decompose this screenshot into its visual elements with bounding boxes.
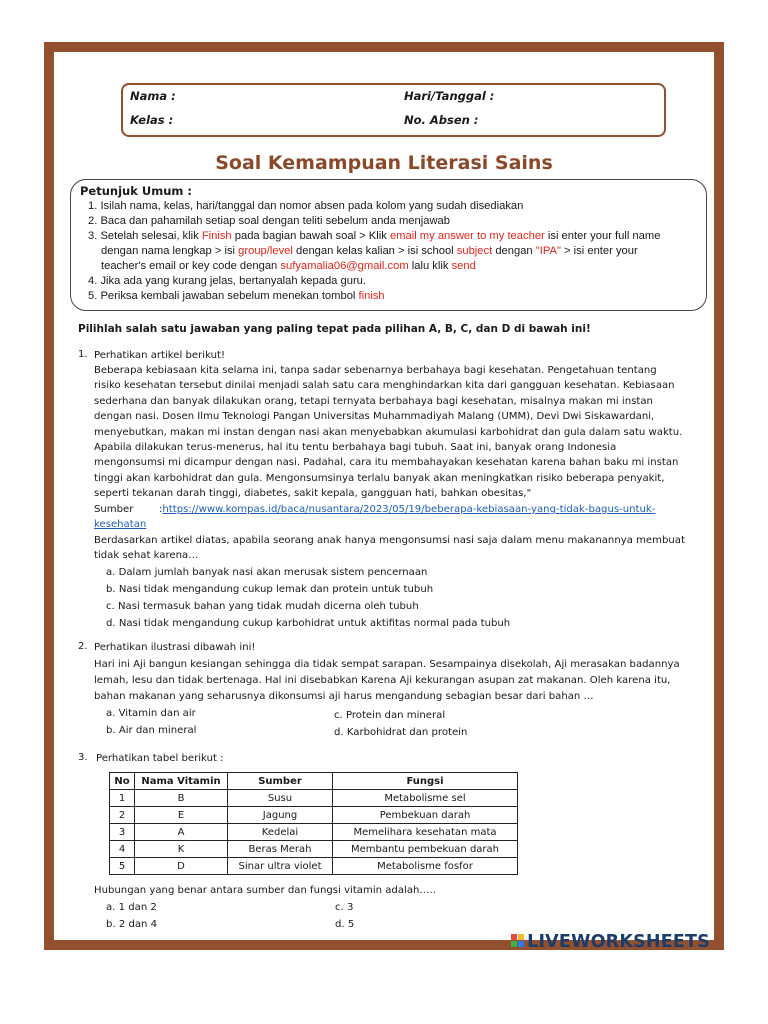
q1-intro: Perhatikan artikel berikut! (94, 350, 226, 361)
q2-option-d[interactable]: d. Karbohidrat dan protein (334, 727, 468, 738)
ipa-keyword: "IPA" (535, 245, 561, 257)
table-cell: D (135, 858, 228, 875)
table-cell: Sinar ultra violet (228, 858, 333, 875)
q2-option-c[interactable]: c. Protein dan mineral (334, 710, 446, 721)
q2-intro: Perhatikan ilustrasi dibawah ini! (94, 642, 256, 653)
q1-article-line: dengan nasi. Dosen Ilmu Teknologi Pangan Universitas Muhammadiyah Malang (UMM), Devi Dwi Siskawardani, (94, 411, 655, 423)
q1-article-line: risiko kesehatan tersebut dinilai menjadi salah satu cara menghindarkan kita dari gangguan kesehatan. Kebiasaan (94, 380, 675, 392)
q1-source-label: Sumber (94, 504, 134, 515)
send-keyword: send (451, 260, 476, 272)
table-cell: K (135, 841, 228, 858)
q2-option-a[interactable]: a. Vitamin dan air (106, 708, 196, 719)
q3-option-d[interactable]: d. 5 (335, 919, 355, 930)
q1-article-line: sederhana dan banyak dilakukan orang, tetapi ternyata berbahaya bagi kesehatan, misalnya makan mi instan (94, 395, 653, 407)
liveworksheets-icon (511, 934, 525, 948)
table-cell: Memelihara kesehatan mata (333, 824, 518, 841)
table-cell: Kedelai (228, 824, 333, 841)
teacher-email: sufyamalia06@gmail.com (280, 260, 409, 272)
instruction-item-4: 4. Jika ada yang kurang jelas, bertanyalah kepada guru. (88, 275, 367, 287)
table-cell: Metabolisme sel (333, 790, 518, 807)
q1-source-link[interactable]: https://www.kompas.id/baca/nusantara/2023/05/19/beberapa-kebiasaan-yang-tidak-bagus-untuk- (162, 504, 656, 515)
table-cell: Membantu pembekuan darah (333, 841, 518, 858)
q1-source-link-cont[interactable]: kesehatan (94, 519, 147, 530)
instruction-item-3-line3: teacher's email or key code dengan sufyamalia06@gmail.com lalu klik send (101, 260, 476, 272)
instruction-item-5: 5. Periksa kembali jawaban sebelum menekan tombol finish (88, 290, 385, 302)
table-row (110, 858, 518, 875)
no-absen-label: No. Absen : (404, 113, 479, 127)
q2-line-1: Hari ini Aji bangun kesiangan sehingga dia tidak sempat sarapan. Sesampainya disekolah, Aji merasakan badannya (94, 659, 680, 670)
table-cell: 3 (110, 824, 135, 841)
table-cell: Jagung (228, 807, 333, 824)
email-answer-keyword: email my answer to my teacher (389, 230, 545, 242)
table-cell: 2 (110, 807, 135, 824)
q3-intro: Perhatikan tabel berikut : (96, 753, 224, 764)
col-header-no: No (110, 773, 135, 790)
table-cell: 4 (110, 841, 135, 858)
instruction-item-1: 1. Isilah nama, kelas, hari/tanggal dan nomor absen pada kolom yang sudah disediakan (88, 200, 524, 212)
q1-option-c[interactable]: c. Nasi termasuk bahan yang tidak mudah dicerna oleh tubuh (106, 601, 419, 612)
q1-option-d[interactable]: d. Nasi tidak mengandung cukup karbohidrat untuk aktifitas normal pada tubuh (106, 618, 511, 629)
page-title: Soal Kemampuan Literasi Sains (215, 152, 553, 174)
answer-instruction: Pilihlah salah satu jawaban yang paling tepat pada pilihan A, B, C, dan D di bawah ini! (78, 323, 591, 335)
q2-option-b[interactable]: b. Air dan mineral (106, 725, 197, 736)
vitamin-table (109, 772, 518, 875)
table-row (110, 807, 518, 824)
kelas-label: Kelas : (130, 113, 174, 127)
student-info-box (121, 83, 666, 137)
instructions-heading: Petunjuk Umum : (80, 184, 192, 198)
q3-option-a[interactable]: a. 1 dan 2 (106, 902, 157, 913)
q1-source: :https://www.kompas.id/baca/nusantara/2023/05/19/beberapa-kebiasaan-yang-tidak-bagus-untuk- (159, 504, 656, 515)
q1-article-line: tinggi akan karbohidrat dan gula. Mengonsumsinya terlalu banyak akan meningkatkan risiko beberapa penyakit, (94, 472, 665, 484)
q1-article-line: mengonsumsi mi dicampur dengan nasi. Padahal, cara itu membahayakan kesehatan karena bahan baku mi instan (94, 457, 679, 469)
liveworksheets-wordmark: LIVEWORKSHEETS (527, 932, 710, 952)
q3-number: 3. (78, 752, 88, 763)
q1-article (94, 363, 682, 502)
subject-keyword: subject (456, 245, 493, 257)
table-header-row (110, 773, 518, 790)
q1-article-line: Beberapa kebiasaan kita selama ini, tanpa sadar sebenarnya berbahaya bagi kesehatan. Pengetahuan tentang (94, 365, 657, 376)
q2-line-3: bahan makanan yang seharusnya dikonsumsi aji harus mengandung sebagian besar dari bahan … (94, 691, 594, 702)
q3-option-c[interactable]: c. 3 (335, 902, 354, 913)
instruction-item-3-line2: dengan nama lengkap > isi group/level dengan kelas kalian > isi school subject dengan "IPA" > isi enter your (101, 245, 638, 257)
table-cell: Metabolisme fosfor (333, 858, 518, 875)
q2-number: 2. (78, 641, 88, 652)
table-row (110, 824, 518, 841)
q1-option-a[interactable]: a. Dalam jumlah banyak nasi akan merusak sistem pencernaan (106, 567, 428, 578)
table-cell: E (135, 807, 228, 824)
table-cell: 5 (110, 858, 135, 875)
col-header-fungsi: Fungsi (333, 773, 518, 790)
liveworksheets-logo (511, 932, 710, 952)
table-cell: Susu (228, 790, 333, 807)
q1-article-line: menyebutkan, makan mi instan dengan nasi akan menyebabkan akumulasi karbohidrat dan gula dalam satu waktu. (94, 426, 683, 438)
q1-article-line: Apabila dilakukan terus-menerus, hal itu tentu berbahaya bagi tubuh. Saat ini, banyak orang Indonesia (94, 442, 617, 454)
table-cell: A (135, 824, 228, 841)
q1-question: Berdasarkan artikel diatas, apabila seorang anak hanya mengonsumsi nasi saja dalam menu makanannya membuat (94, 535, 685, 546)
instruction-item-3: 3. Setelah selesai, klik Finish pada bagian bawah soal > Klik email my answer to my teacher isi enter your full name (88, 230, 661, 242)
nama-label: Nama : (130, 89, 176, 103)
finish-keyword-2: finish (358, 290, 385, 302)
q1-article-line: seperti tekanan darah tinggi, diabetes, sakit kepala, gangguan hati, bahkan obesitas," (94, 488, 532, 500)
table-cell: Beras Merah (228, 841, 333, 858)
col-header-vitamin: Nama Vitamin (135, 773, 228, 790)
worksheet-frame (44, 42, 724, 950)
instruction-item-2: 2. Baca dan pahamilah setiap soal dengan teliti sebelum anda menjawab (88, 215, 450, 227)
table-row (110, 790, 518, 807)
table-row (110, 841, 518, 858)
q1-question-cont: tidak sehat karena… (94, 550, 199, 561)
group-level-keyword: group/level (238, 245, 293, 257)
finish-keyword: Finish (201, 230, 232, 242)
q3-option-b[interactable]: b. 2 dan 4 (106, 919, 158, 930)
q1-number: 1. (78, 349, 88, 360)
q1-option-b[interactable]: b. Nasi tidak mengandung cukup lemak dan protein untuk tubuh (106, 584, 434, 595)
table-cell: 1 (110, 790, 135, 807)
col-header-sumber: Sumber (228, 773, 333, 790)
hari-tanggal-label: Hari/Tanggal : (404, 89, 495, 103)
table-cell: Pembekuan darah (333, 807, 518, 824)
q2-line-2: lemah, lesu dan tidak bertenaga. Hal ini disebabkan Karena Aji kekurangan asupan zat makanan. Oleh karena itu, (94, 675, 671, 686)
table-cell: B (135, 790, 228, 807)
q3-question: Hubungan yang benar antara sumber dan fungsi vitamin adalah….. (94, 885, 436, 896)
